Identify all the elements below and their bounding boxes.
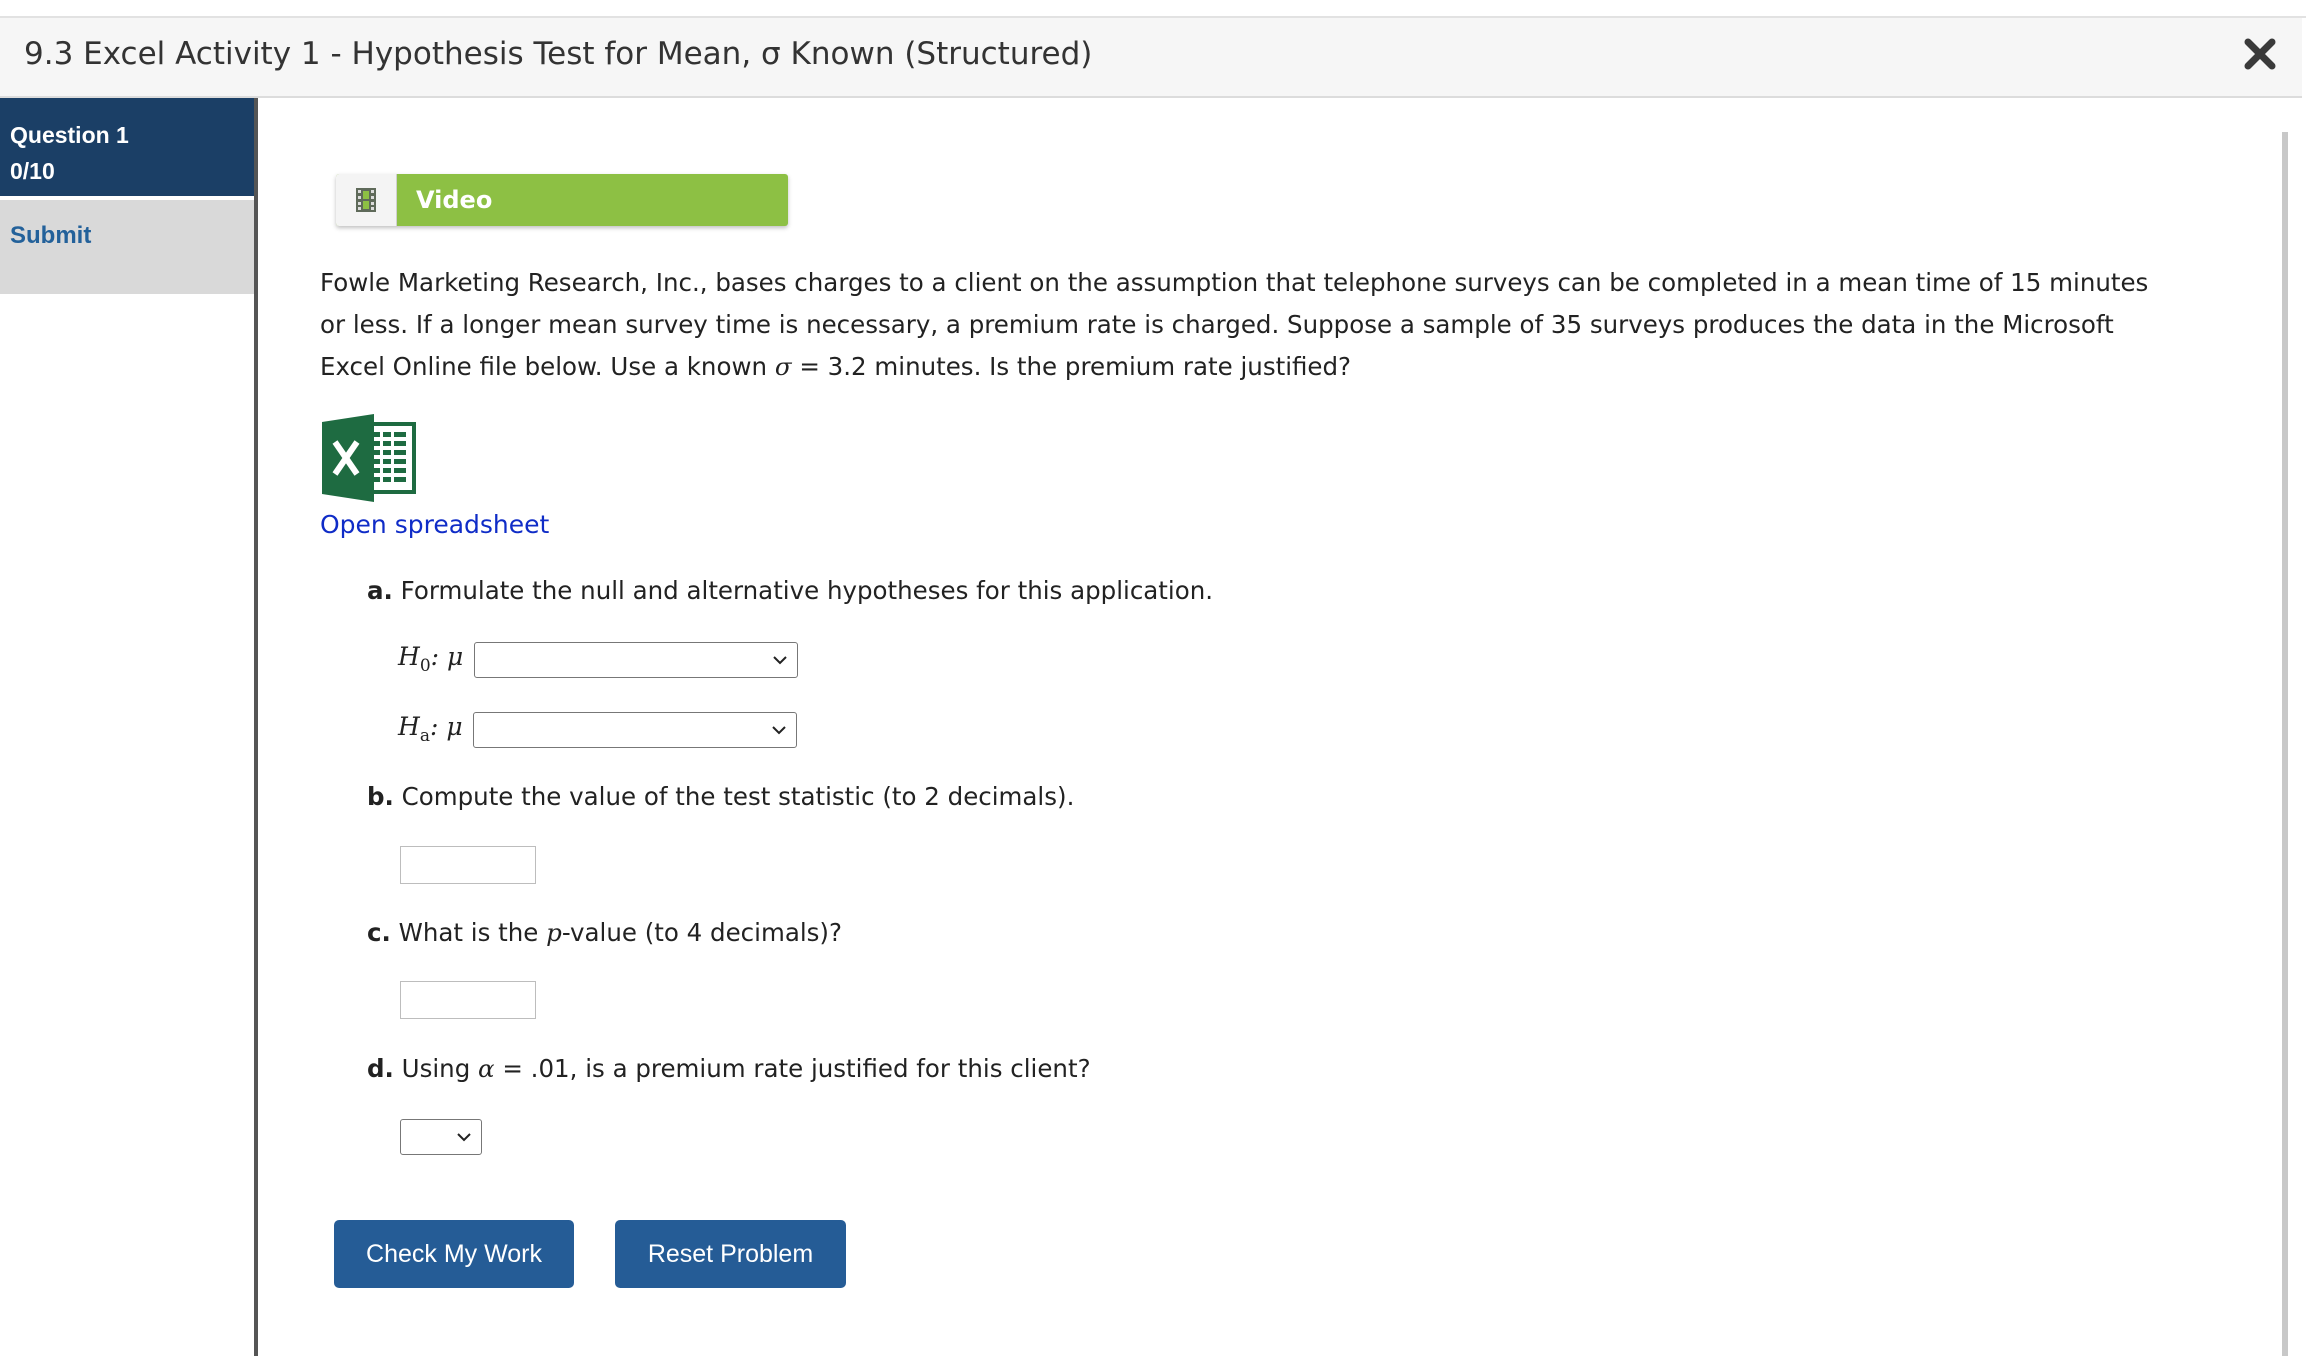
h0-suffix: : μ xyxy=(430,642,464,671)
sigma-symbol: σ xyxy=(774,352,792,381)
part-d-text-start: Using xyxy=(401,1054,479,1083)
video-button[interactable] xyxy=(336,174,788,226)
video-icon-box xyxy=(336,174,397,226)
part-b-letter: b. xyxy=(367,782,394,811)
ha-label xyxy=(398,712,463,746)
excel-icon[interactable] xyxy=(320,412,416,504)
top-border xyxy=(0,0,2306,18)
scrollbar[interactable] xyxy=(2282,132,2288,1356)
part-a-question xyxy=(367,576,1213,605)
problem-text-end: = 3.2 minutes. Is the premium rate justified? xyxy=(791,352,1352,381)
p-value-input[interactable] xyxy=(400,981,536,1019)
part-d-text-end: = .01, is a premium rate justified for this client? xyxy=(494,1054,1091,1083)
question-nav-item[interactable] xyxy=(0,98,254,196)
p-symbol: p xyxy=(546,918,562,947)
h0-subscript: 0 xyxy=(419,656,431,676)
problem-text-start: Fowle Marketing Research, Inc., bases charges to a client on the assumption that telephone surveys can be completed in a mean time of 15 minutes or less. If a longer mean survey time is necessary, a premium rate is charged. Suppose a sample of 35 surveys produces the data in the Microsoft Excel Online file below. Use a known xyxy=(320,268,2149,381)
part-a-letter: a. xyxy=(367,576,393,605)
part-b-text: Compute the value of the test statistic (to 2 decimals). xyxy=(401,782,1075,811)
part-c-text-end: -value (to 4 decimals)? xyxy=(561,918,842,947)
close-icon xyxy=(2240,34,2280,74)
film-icon xyxy=(336,174,396,226)
chevron-down-icon xyxy=(770,721,788,739)
problem-statement xyxy=(320,262,2180,388)
check-my-work-button[interactable]: Check My Work xyxy=(334,1220,574,1288)
chevron-down-icon xyxy=(771,651,789,669)
page-title: 9.3 Excel Activity 1 - Hypothesis Test for Mean, σ Known (Structured) xyxy=(24,36,1093,72)
part-d-letter: d. xyxy=(367,1054,394,1083)
ha-symbol: H xyxy=(398,712,420,741)
part-d-question xyxy=(367,1054,1091,1083)
test-statistic-input[interactable] xyxy=(400,846,536,884)
question-score: 0/10 xyxy=(10,158,55,184)
open-spreadsheet-link[interactable]: Open spreadsheet xyxy=(320,510,550,539)
title-bar xyxy=(0,18,2302,98)
part-b-question xyxy=(367,782,1074,811)
ha-suffix: : μ xyxy=(429,712,463,741)
h0-symbol: H xyxy=(398,642,420,671)
question-label: Question 1 xyxy=(10,122,129,148)
part-c-text-start: What is the xyxy=(398,918,547,947)
ha-select[interactable] xyxy=(473,712,797,748)
reset-problem-button[interactable]: Reset Problem xyxy=(615,1220,846,1288)
part-c-letter: c. xyxy=(367,918,391,947)
close-button[interactable] xyxy=(2240,34,2280,74)
part-a-text: Formulate the null and alternative hypotheses for this application. xyxy=(400,576,1214,605)
video-label: Video xyxy=(416,186,493,214)
submit-link[interactable]: Submit xyxy=(10,222,92,249)
part-c-question xyxy=(367,918,842,947)
h0-label xyxy=(398,642,463,676)
chevron-down-icon xyxy=(455,1128,473,1146)
premium-justified-select[interactable] xyxy=(400,1119,482,1155)
h0-select[interactable] xyxy=(474,642,798,678)
ha-subscript: a xyxy=(419,726,430,746)
alpha-symbol: α xyxy=(478,1054,495,1083)
question-sidebar xyxy=(0,98,258,1356)
